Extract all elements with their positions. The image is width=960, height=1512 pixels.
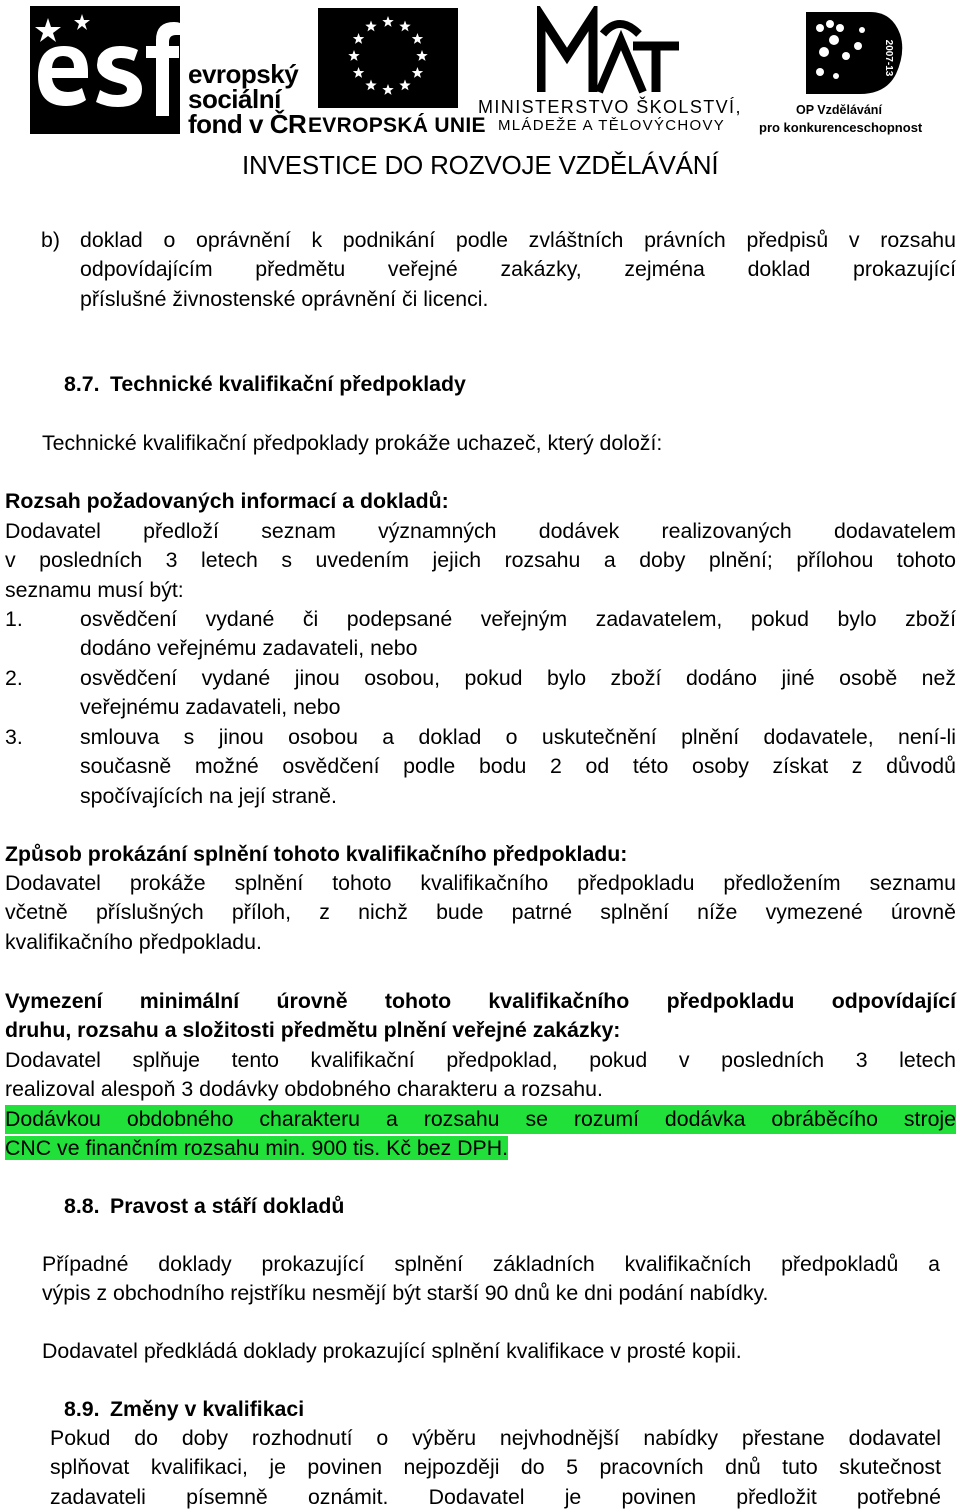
esf-line-2: sociální [188,84,281,114]
scope-line: seznamu musí být: [5,577,184,602]
esf-text [188,59,307,139]
list-item-2 [80,664,956,723]
list-item-line: osvědčení vydané či podepsané veřejným zadavatelem, pokud bylo zboží [80,607,956,631]
min-line: realizoval alespoň 3 dodávky obdobného charakteru a rozsahu. [5,1077,603,1102]
section-89-text [50,1424,941,1512]
section-89-title: Změny v kvalifikaci [110,1397,305,1421]
list-item-line: osvědčení vydané jinou osobou, pokud bylo zboží dodáno jiné osobě než [80,666,956,690]
highlighted-requirement [5,1105,956,1164]
item-b-marker: b) [41,228,60,252]
highlight-line: Dodávkou obdobného charakteru a rozsahu se rozumí dodávka obráběcího stroje [5,1105,956,1134]
list-item-line: současně možné osvědčení podle bodu 2 od této osoby získat z důvodů [80,754,956,779]
para-line: Případné doklady prokazující splnění základních kvalifikačních předpokladů a [42,1252,940,1276]
esf-line-3: fond v ČR [188,109,307,139]
proof-line: včetně příslušných příloh, z nichž bude patrné splnění níže vymezené úrovně [5,900,956,925]
list-item-line: smlouva s jinou osobou a doklad o uskutečnění plnění dodavatele, není-li [80,725,956,749]
section-89-number: 8.9. [64,1397,100,1421]
section-88-para1 [42,1250,940,1309]
para-line: výpis z obchodního rejstříku nesmějí být starší 90 dnů ke dni podání nabídky. [42,1281,769,1306]
list-item-3 [80,723,956,811]
list-item-2-number: 2. [5,666,23,690]
op-line-2: pro konkurenceschopnost [759,120,923,135]
op-vzdelavani-logo [800,6,910,100]
logo-header [0,0,960,190]
item-b-line: doklad o oprávnění k podnikání podle zvláštních právních předpisů v rozsahu [80,228,956,252]
scope-line: v posledních 3 letech s uvedením jejich rozsahu a doby plnění; přílohou tohoto [5,548,956,573]
min-line: Dodavatel splňuje tento kvalifikační předpoklad, pokud v posledních 3 letech [5,1048,956,1072]
para-line: zadavateli písemně oznámit. Dodavatel je povinen předložit potřebné [50,1484,941,1509]
section-87-intro: Technické kvalifikační předpoklady prokáže uchazeč, který doloží: [42,431,663,455]
list-item-line: dodáno veřejnému zadavateli, nebo [80,636,418,661]
para-line: splňovat kvalifikaci, je povinen nejpozději do 5 pracovních dnů tuto skutečnost [50,1455,941,1480]
section-87-number: 8.7. [64,372,100,396]
list-item-line: spočívajících na její straně. [80,783,337,808]
op-badge: 2007-13 [883,39,894,77]
proof-line: Dodavatel prokáže splnění tohoto kvalifikačního předpokladu předložením seznamu [5,871,956,895]
min-level-heading [5,987,956,1046]
proof-text [5,869,956,957]
para-line: Pokud do doby rozhodnutí o výběru nejvhodnější nabídky přestane dodavatel [50,1426,941,1450]
msmt-line-2: MLÁDEŽE A TĚLOVÝCHOVY [498,117,726,134]
eu-text: EVROPSKÁ UNIE [308,114,486,137]
proof-line: kvalifikačního předpokladu. [5,929,262,954]
min-level-text [5,1046,956,1105]
item-b-line: odpovídajícím předmětu veřejné zakázky, zejména doklad prokazující [80,257,956,282]
list-item-line: veřejnému zadavateli, nebo [80,695,341,720]
proof-heading: Způsob prokázání splnění tohoto kvalifikačního předpokladu: [5,842,628,866]
min-heading-line: druhu, rozsahu a složitosti předmětu plnění veřejné zakázky: [5,1018,621,1043]
highlight-line-wrap [5,1134,956,1163]
msmt-logo [537,6,687,96]
msmt-line-1: MINISTERSTVO ŠKOLSTVÍ, [478,97,742,117]
list-item-1-number: 1. [5,607,23,631]
scope-text [5,517,956,605]
op-line-1: OP Vzdělávání [796,103,882,117]
list-item-1 [80,605,956,664]
eu-flag-logo [318,8,458,108]
motto: INVESTICE DO ROZVOJE VZDĚLÁVÁNÍ [242,150,719,180]
esf-line-1: evropský [188,59,299,89]
section-88-title: Pravost a stáří dokladů [110,1194,345,1218]
list-item-3-number: 3. [5,725,23,749]
item-b-text [80,226,956,314]
section-88-para2: Dodavatel předkládá doklady prokazující splnění kvalifikace v prosté kopii. [42,1339,742,1363]
scope-line: Dodavatel předloží seznam významných dodávek realizovaných dodavatelem [5,519,956,543]
scope-heading: Rozsah požadovaných informací a dokladů: [5,489,449,513]
section-87-title: Technické kvalifikační předpoklady [110,372,466,396]
min-heading-line: Vymezení minimální úrovně tohoto kvalifikačního předpokladu odpovídající [5,989,956,1013]
item-b-line: příslušné živnostenské oprávnění či licenci. [80,286,489,311]
highlight-line: CNC ve finančním rozsahu min. 900 tis. Kč bez DPH. [5,1136,509,1161]
esf-logo [30,6,180,134]
section-88-number: 8.8. [64,1194,100,1218]
